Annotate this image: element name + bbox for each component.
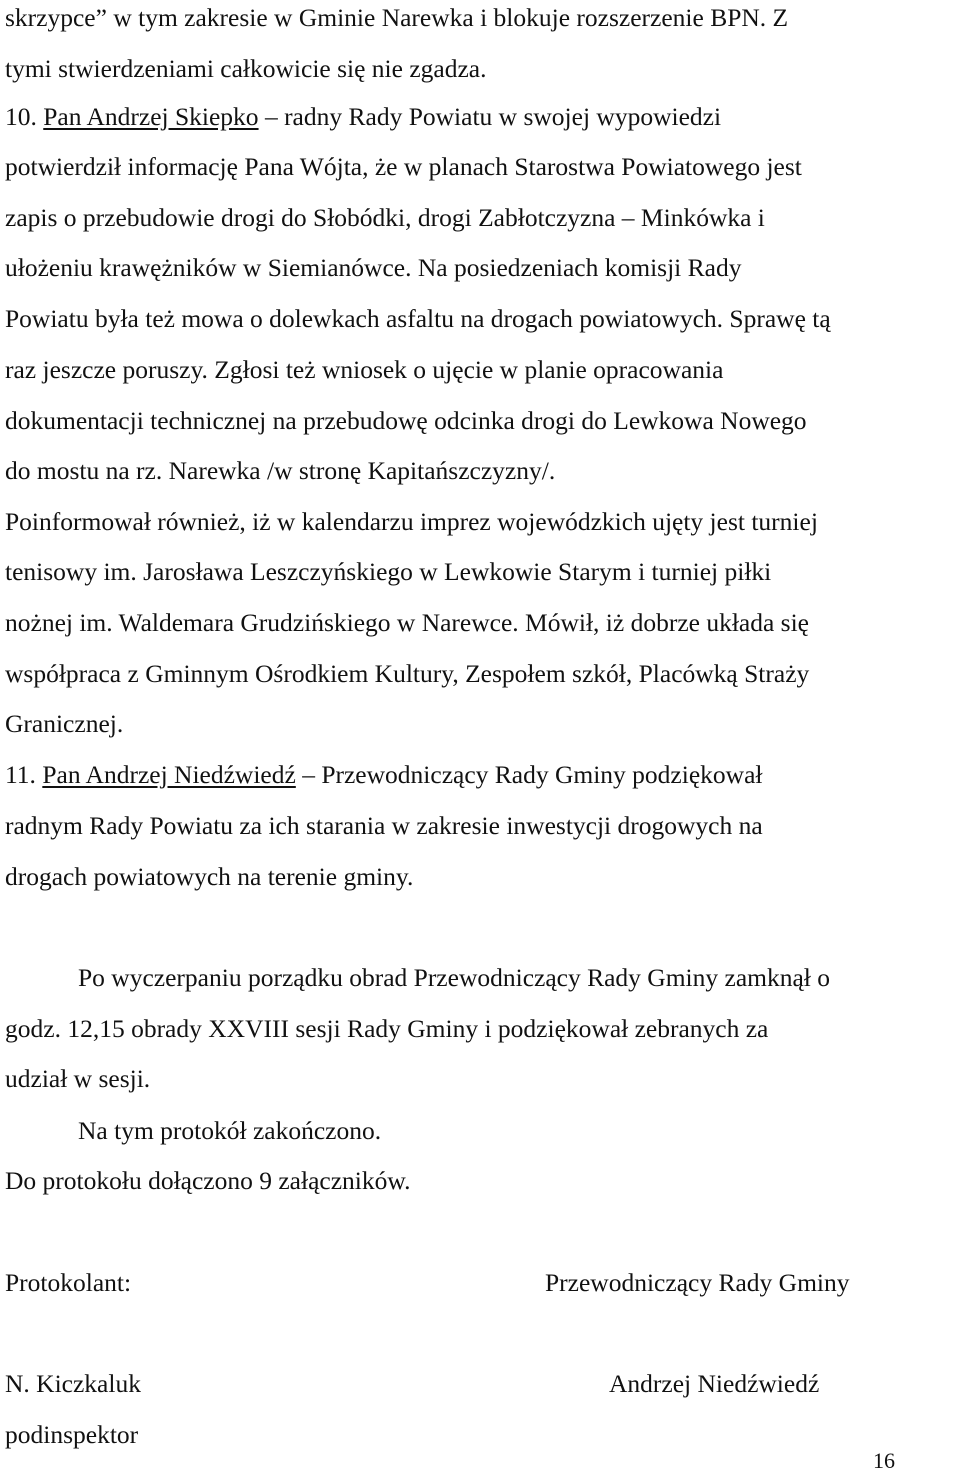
item-number: 11. (5, 760, 43, 789)
chairman-name: Andrzej Niedźwiedź (609, 1369, 820, 1398)
text-line: Granicznej. (5, 709, 124, 738)
text-line (5, 760, 762, 790)
text-line: współpraca z Gminnym Ośrodkiem Kultury, Zespołem szkół, Placówką Straży (5, 659, 810, 688)
text-line: Po wyczerpaniu porządku obrad Przewodniczący Rady Gminy zamknął o (78, 963, 831, 992)
text-line: ułożeniu krawężników w Siemianówce. Na posiedzeniach komisji Rady (5, 253, 742, 282)
speaker-name: Pan Andrzej Skiepko (43, 102, 259, 131)
text-line: tenisowy im. Jarosława Leszczyńskiego w Lewkowie Starym i turniej piłki (5, 557, 772, 586)
speaker-name: Pan Andrzej Niedźwiedź (42, 760, 296, 789)
text-line: radnym Rady Powiatu za ich starania w zakresie inwestycji drogowych na (5, 811, 763, 840)
text-line (5, 102, 721, 132)
text-segment: – radny Rady Powiatu w swojej wypowiedzi (258, 102, 722, 131)
text-line: Do protokołu dołączono 9 załączników. (5, 1166, 411, 1195)
text-line: raz jeszcze poruszy. Zgłosi też wniosek o ujęcie w planie opracowania (5, 355, 724, 384)
text-line: tymi stwierdzeniami całkowicie się nie zgadza. (5, 54, 487, 83)
text-line: Powiatu była też mowa o dolewkach asfaltu na drogach powiatowych. Sprawę tą (5, 304, 831, 333)
text-line: potwierdził informację Pana Wójta, że w planach Starostwa Powiatowego jest (5, 152, 802, 181)
text-segment: – Przewodniczący Rady Gminy podziękował (295, 760, 763, 789)
text-line: skrzypce” w tym zakresie w Gminie Narewka i blokuje rozszerzenie BPN. Z (5, 3, 789, 32)
text-line: zapis o przebudowie drogi do Słobódki, drogi Zabłotczyzna – Minkówka i (5, 203, 765, 232)
chairman-title: Przewodniczący Rady Gminy (545, 1268, 850, 1297)
recorder-title: Protokolant: (5, 1268, 132, 1297)
recorder-name: N. Kiczkaluk (5, 1369, 141, 1398)
text-line: udział w sesji. (5, 1064, 151, 1093)
page-number: 16 (873, 1448, 895, 1473)
text-line: dokumentacji technicznej na przebudowę odcinka drogi do Lewkowa Nowego (5, 406, 807, 435)
text-line: godz. 12,15 obrady XXVIII sesji Rady Gminy i podziękował zebranych za (5, 1014, 769, 1043)
text-line: Poinformował również, iż w kalendarzu imprez wojewódzkich ujęty jest turniej (5, 507, 818, 536)
text-line: Na tym protokół zakończono. (78, 1116, 382, 1145)
text-line: drogach powiatowych na terenie gminy. (5, 862, 414, 891)
item-number: 10. (5, 102, 44, 131)
text-line: do mostu na rz. Narewka /w stronę Kapitańszczyzny/. (5, 456, 556, 485)
text-line: nożnej im. Waldemara Grudzińskiego w Narewce. Mówił, iż dobrze układa się (5, 608, 809, 637)
recorder-position: podinspektor (5, 1420, 139, 1449)
